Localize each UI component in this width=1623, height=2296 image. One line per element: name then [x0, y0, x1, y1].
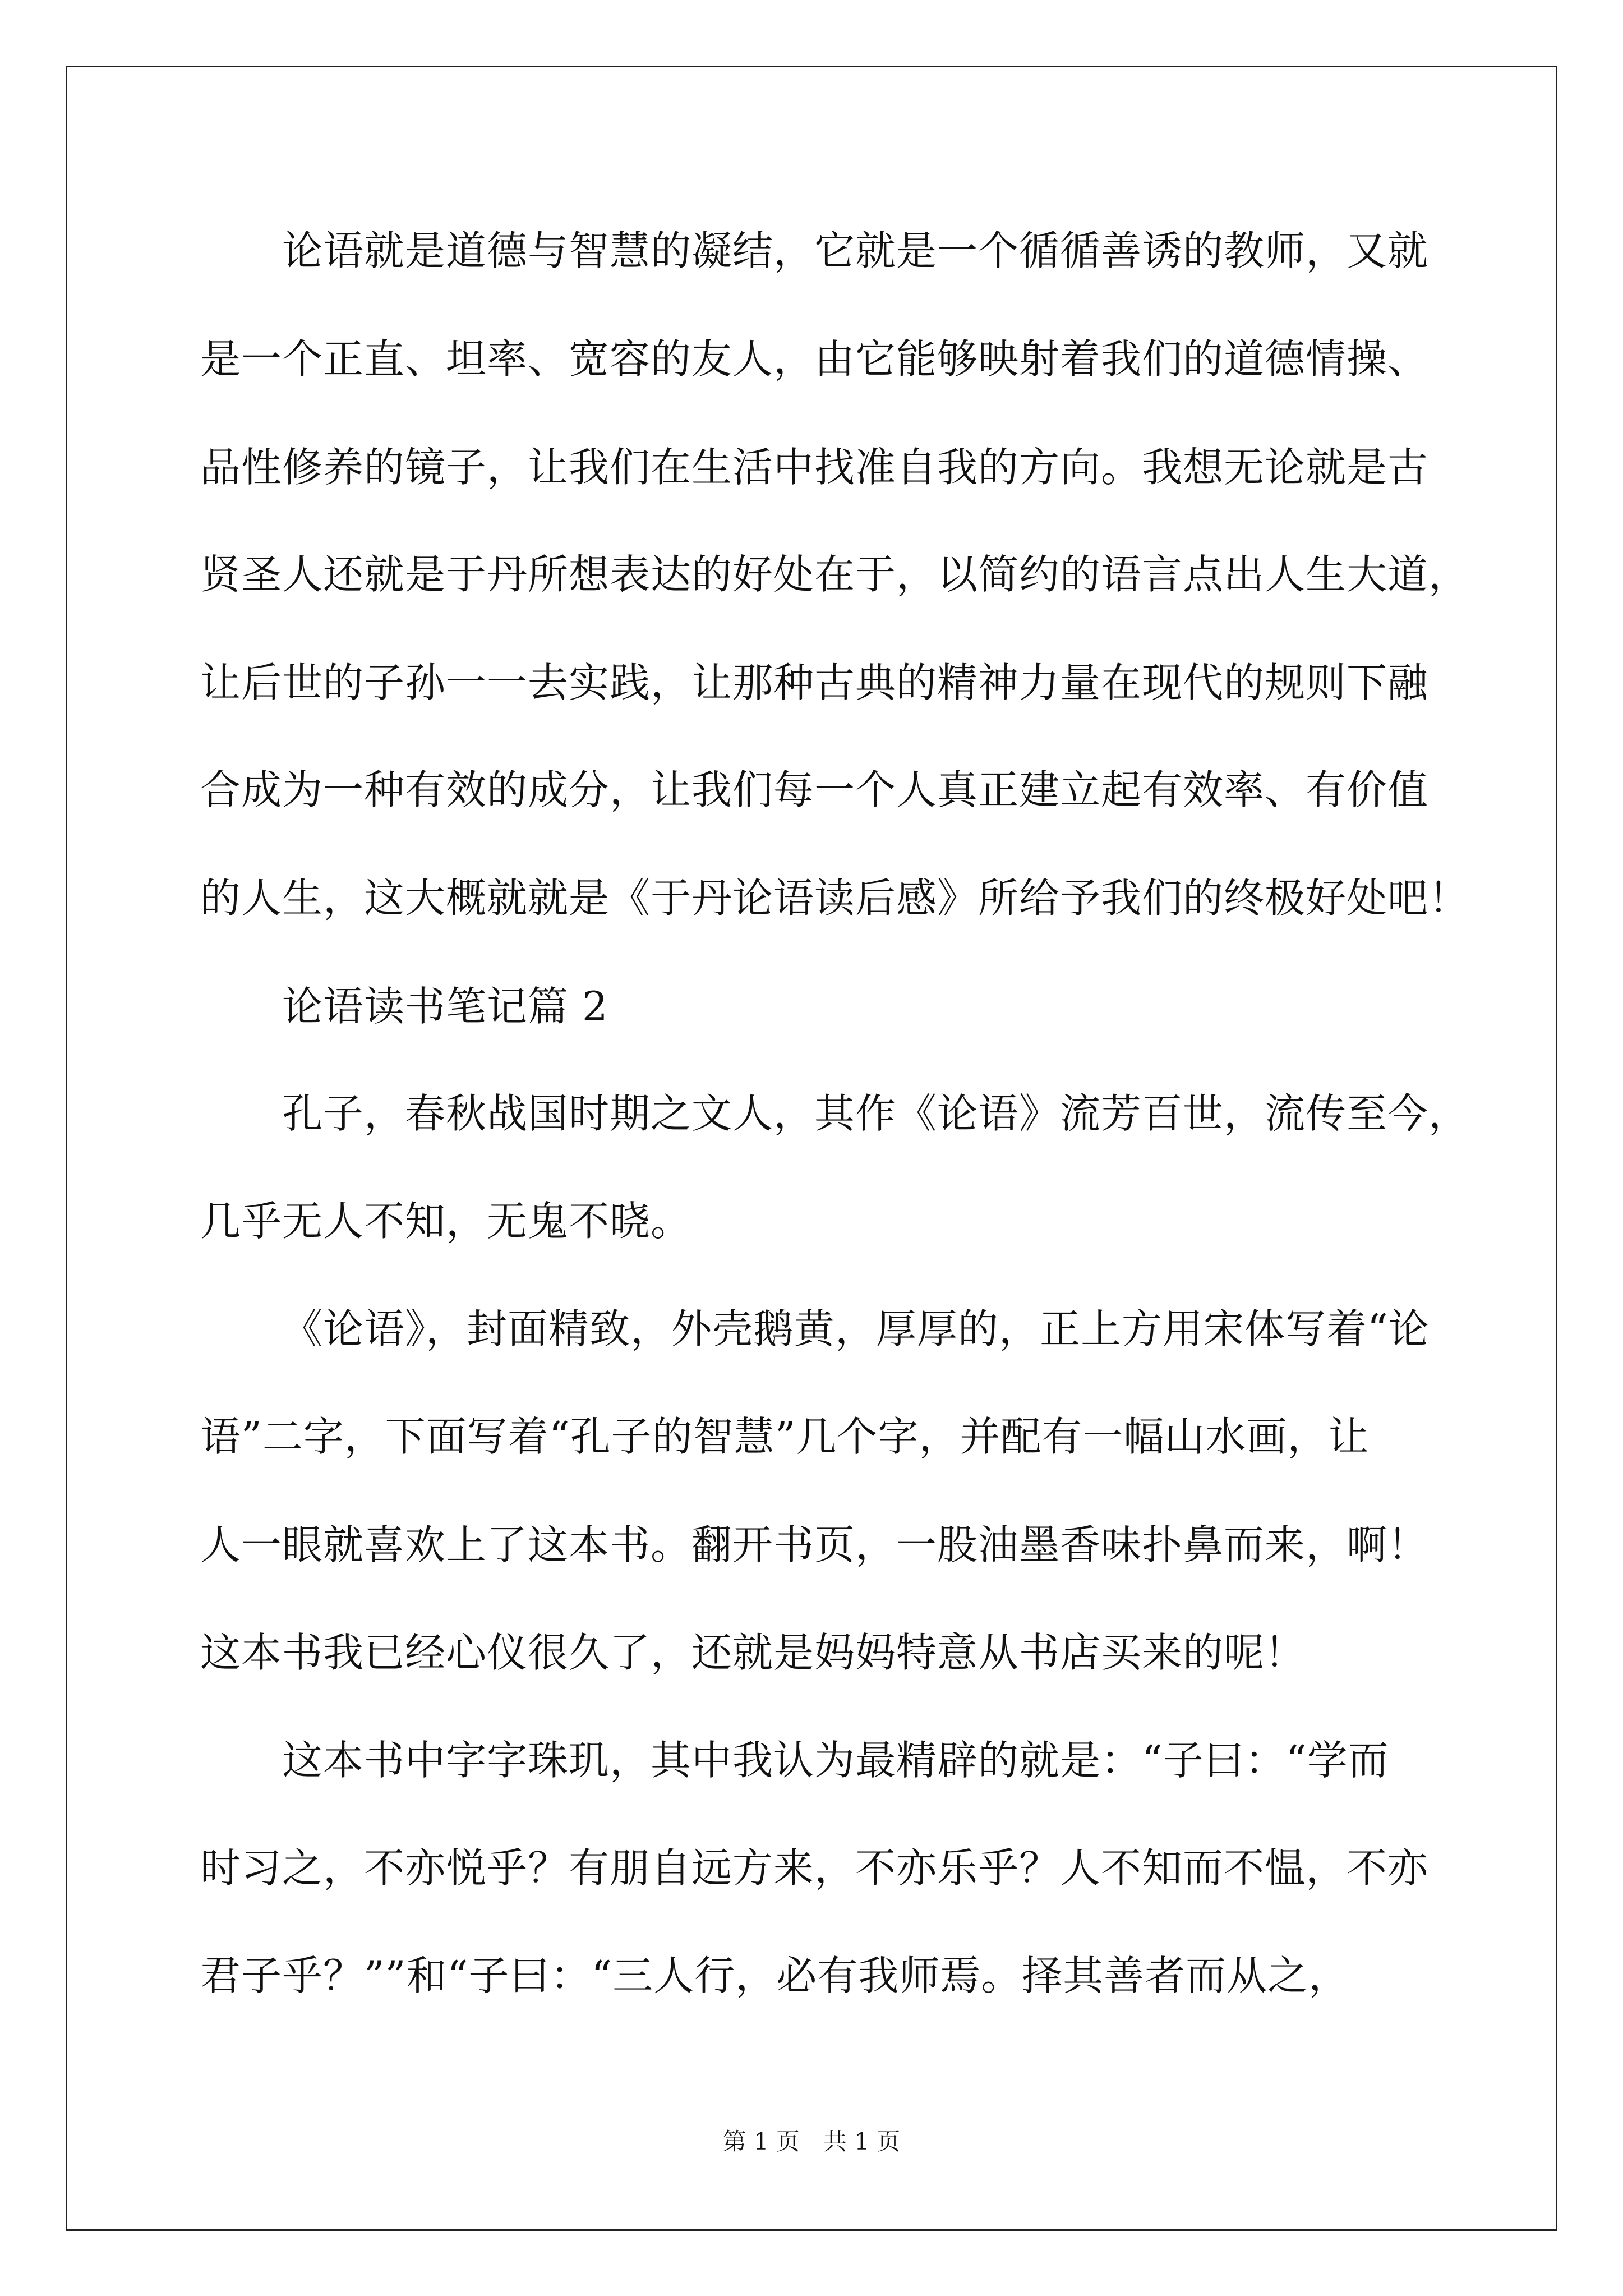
- paragraph-line: 几乎无人不知，无鬼不晓。: [200, 1198, 692, 1245]
- paragraph-line: 贤圣人还就是于丹所想表达的好处在于，以简约的语言点出人生大道，: [200, 551, 1470, 598]
- paragraph-line: 《论语》，封面精致，外壳鹅黄，厚厚的，正上方用宋体写着“论: [282, 1305, 1430, 1352]
- section-heading: 论语读书笔记篇 2: [282, 983, 608, 1030]
- page-number-footer: 第 1 页 共 1 页: [722, 2128, 901, 2155]
- paragraph-line: 这本书我已经心仪很久了，还就是妈妈特意从书店买来的呢！: [200, 1629, 1306, 1676]
- paragraph-line: 君子乎？””和“子曰：“三人行，必有我师焉。择其善者而从之，: [200, 1952, 1350, 1999]
- paragraph-line: 语”二字，下面写着“孔子的智慧”几个字，并配有一幅山水画，让: [200, 1413, 1370, 1460]
- paragraph-line: 时习之，不亦悦乎？有朋自远方来，不亦乐乎？人不知而不愠，不亦: [200, 1844, 1429, 1892]
- paragraph-line: 合成为一种有效的成分，让我们每一个人真正建立起有效率、有价值: [200, 766, 1429, 813]
- paragraph-line: 孔子，春秋战国时期之文人，其作《论语》流芳百世，流传至今，: [282, 1090, 1470, 1137]
- paragraph-line: 人一眼就喜欢上了这本书。翻开书页，一股油墨香味扑鼻而来，啊！: [200, 1521, 1429, 1568]
- paragraph-line: 这本书中字字珠玑，其中我认为最精辟的就是：“子曰：“学而: [282, 1737, 1389, 1784]
- paragraph-line: 是一个正直、坦率、宽容的友人，由它能够映射着我们的道德情操、: [200, 335, 1429, 383]
- paragraph-line: 论语就是道德与智慧的凝结，它就是一个循循善诱的教师，又就: [282, 227, 1429, 274]
- paragraph-line: 品性修养的镜子，让我们在生活中找准自我的方向。我想无论就是古: [200, 444, 1429, 491]
- paragraph-line: 的人生，这大概就就是《于丹论语读后感》所给予我们的终极好处吧！: [200, 875, 1470, 922]
- paragraph-line: 让后世的子孙一一去实践，让那种古典的精神力量在现代的规则下融: [200, 659, 1429, 706]
- page-border: [66, 66, 1557, 2231]
